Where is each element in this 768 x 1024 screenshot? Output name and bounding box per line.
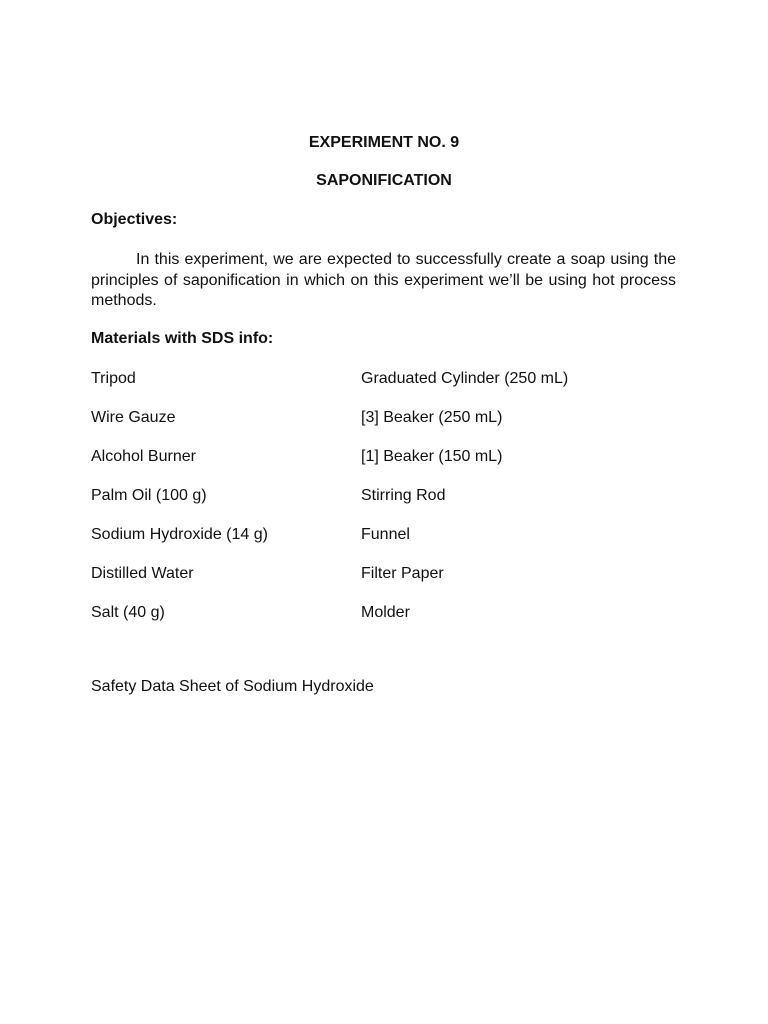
- material-item: Tripod: [91, 370, 136, 387]
- materials-row: [91, 525, 676, 564]
- material-item: Wire Gauze: [91, 409, 176, 426]
- materials-list: [91, 369, 676, 642]
- objectives-heading: Objectives:: [91, 211, 178, 228]
- material-item: Stirring Rod: [361, 487, 446, 504]
- material-item: Molder: [361, 604, 410, 621]
- sds-caption: Safety Data Sheet of Sodium Hydroxide: [91, 678, 374, 695]
- material-item: Graduated Cylinder (250 mL): [361, 370, 569, 387]
- experiment-number: EXPERIMENT NO. 9: [308, 134, 460, 151]
- materials-row: [91, 408, 676, 447]
- document-title: SAPONIFICATION: [316, 172, 452, 189]
- material-item: Alcohol Burner: [91, 448, 196, 465]
- material-item: Filter Paper: [361, 565, 444, 582]
- material-item: Sodium Hydroxide (14 g): [91, 526, 268, 543]
- material-item: Funnel: [361, 526, 410, 543]
- materials-row: [91, 369, 676, 408]
- materials-row: [91, 603, 676, 642]
- materials-row: [91, 486, 676, 525]
- materials-row: [91, 564, 676, 603]
- material-item: Palm Oil (100 g): [91, 487, 207, 504]
- objectives-paragraph: In this experiment, we are expected to successfully create a soap using the principles of saponification in which on this experiment we’ll be using hot process methods.: [91, 251, 676, 309]
- material-item: [1] Beaker (150 mL): [361, 448, 503, 465]
- material-item: [3] Beaker (250 mL): [361, 409, 503, 426]
- materials-heading: Materials with SDS info:: [91, 330, 274, 347]
- materials-row: [91, 447, 676, 486]
- material-item: Distilled Water: [91, 565, 194, 582]
- material-item: Salt (40 g): [91, 604, 165, 621]
